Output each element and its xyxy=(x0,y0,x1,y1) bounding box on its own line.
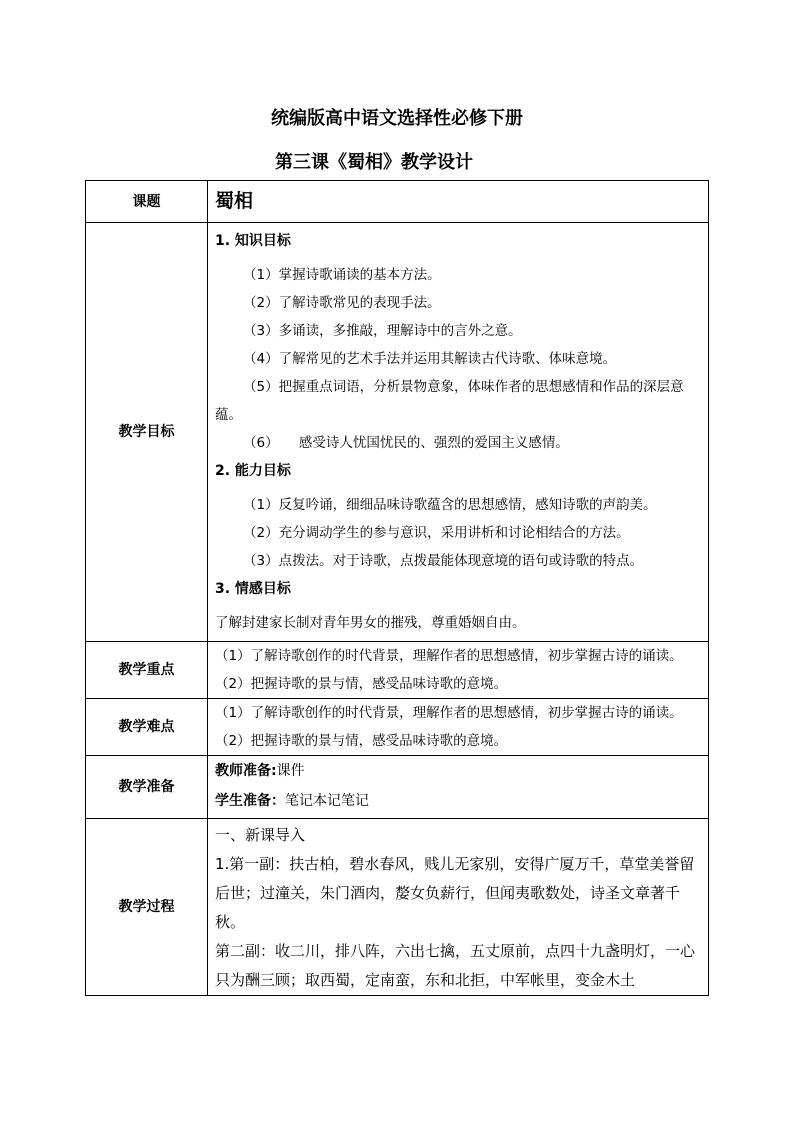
teacher-prep xyxy=(215,756,702,786)
knowledge-item: （2）了解诗歌常见的表现手法。 xyxy=(243,295,441,311)
teacher-prep-label: 教师准备: xyxy=(215,763,277,779)
process-cell xyxy=(208,819,709,996)
student-prep xyxy=(215,786,702,816)
key-points-label: 教学重点 xyxy=(86,642,208,699)
key-points-cell xyxy=(208,642,709,699)
row-process xyxy=(86,819,709,996)
row-key-points xyxy=(86,642,709,699)
process-paragraph: 第二副：收二川，排八阵，六出七擒，五丈原前，点四十九盏明灯，一心只为酬三顾；取西蜀，定南蛮，东和北拒，中军帐里，变金木土 xyxy=(215,942,696,989)
document-subtitle: 第三课《蜀相》教学设计 xyxy=(275,152,473,173)
row-goals xyxy=(86,223,709,642)
difficulty-item: （2）把握诗歌的景与情，感受品味诗歌的意境。 xyxy=(215,733,508,749)
key-point-item: （2）把握诗歌的景与情，感受品味诗歌的意境。 xyxy=(215,676,508,692)
student-prep-label: 学生准备： xyxy=(215,793,285,809)
row-topic xyxy=(86,181,709,223)
process-label: 教学过程 xyxy=(86,819,208,996)
knowledge-heading: 1. 知识目标 xyxy=(215,233,291,249)
difficulty-item: （1）了解诗歌创作的时代背景，理解作者的思想感情，初步掌握古诗的诵读。 xyxy=(215,705,683,721)
difficulties-label: 教学难点 xyxy=(86,699,208,756)
knowledge-item: （5）把握重点词语，分析景物意象，体味作者的思想感情和作品的深层意蕴。 xyxy=(215,379,684,423)
teacher-prep-value: 课件 xyxy=(276,763,305,779)
process-paragraph: 1.第一副：扶古柏，碧水春风，贱儿无家别，安得广厦万千，草堂美誉留后世；过潼关，朱门酒肉，嫠女负薪行，但闻夷歌数处，诗圣文章著千秋。 xyxy=(215,855,695,931)
topic-value: 蜀相 xyxy=(215,190,254,212)
topic-label: 课题 xyxy=(86,181,208,223)
emotion-text: 了解封建家长制对青年男女的摧残，尊重婚姻自由。 xyxy=(215,615,526,631)
ability-heading: 2. 能力目标 xyxy=(215,463,291,479)
key-point-item: （1）了解诗歌创作的时代背景，理解作者的思想感情，初步掌握古诗的诵读。 xyxy=(215,648,683,664)
goals-cell xyxy=(208,223,709,642)
row-preparation xyxy=(86,756,709,819)
lesson-plan-table xyxy=(85,180,709,996)
difficulties-cell xyxy=(208,699,709,756)
ability-item: （3）点拨法。对于诗歌，点拨最能体现意境的语句或诗歌的特点。 xyxy=(243,553,644,569)
preparation-label: 教学准备 xyxy=(86,756,208,819)
document-title: 统编版高中语文选择性必修下册 xyxy=(271,108,523,129)
preparation-cell xyxy=(208,756,709,819)
goals-label: 教学目标 xyxy=(86,223,208,642)
process-section-heading: 一、新课导入 xyxy=(215,826,306,844)
row-difficulties xyxy=(86,699,709,756)
knowledge-item: （6） 感受诗人忧国忧民的、强烈的爱国主义感情。 xyxy=(243,435,569,451)
knowledge-item: （1）掌握诗歌诵读的基本方法。 xyxy=(243,267,441,283)
ability-item: （2）充分调动学生的参与意识，采用讲析和讨论相结合的方法。 xyxy=(243,525,630,541)
knowledge-item: （4）了解常见的艺术手法并运用其解读古代诗歌、体味意境。 xyxy=(243,351,617,367)
topic-cell xyxy=(208,181,709,223)
knowledge-item: （3）多诵读，多推敲，理解诗中的言外之意。 xyxy=(243,323,522,339)
emotion-heading: 3. 情感目标 xyxy=(215,581,291,597)
student-prep-value: 笔记本记笔记 xyxy=(285,793,369,809)
ability-item: （1）反复吟诵，细细品味诗歌蕴含的思想感情，感知诗歌的声韵美。 xyxy=(243,497,657,513)
